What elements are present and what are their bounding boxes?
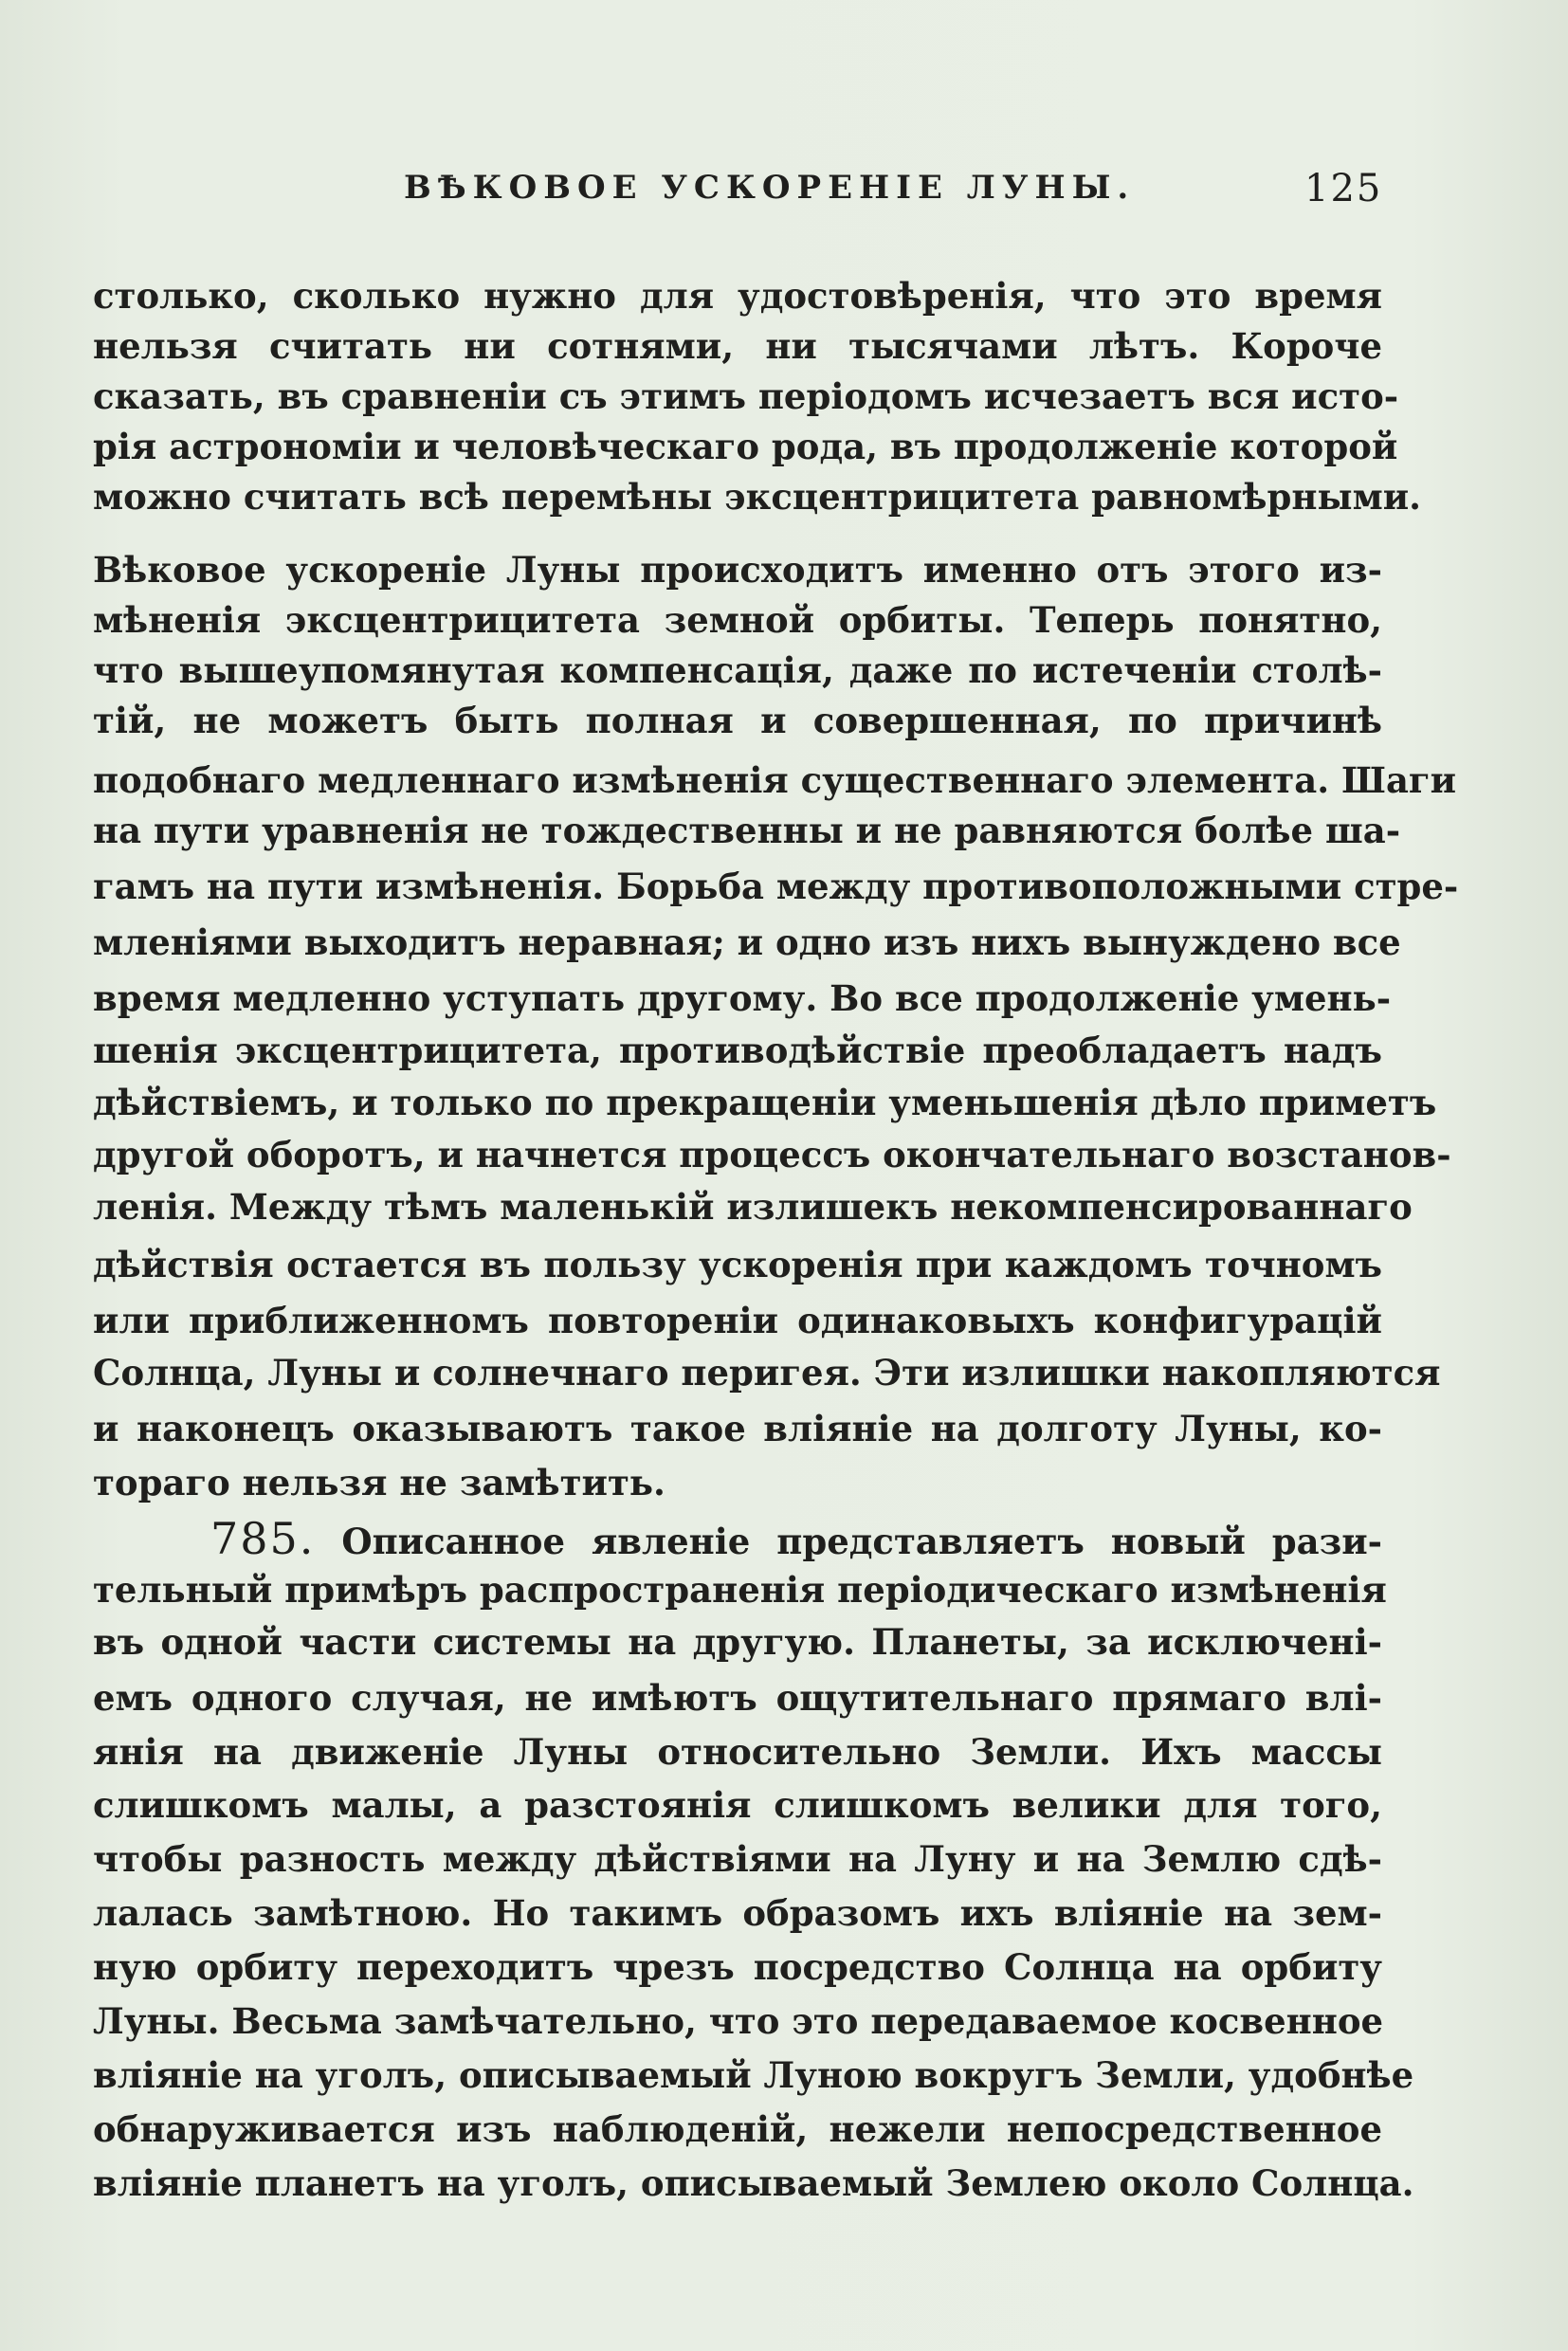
text-line: обнаруживается изъ наблюденій, нежели непосредственное <box>93 2108 1382 2150</box>
text-line: ную орбиту переходитъ чрезъ посредство Солнца на орбиту <box>93 1946 1382 1988</box>
text-line: ленія. Между тѣмъ маленькій излишекъ некомпенсированнаго <box>93 1186 1413 1228</box>
text-line: подобнаго медленнаго измѣненія существеннаго элемента. Шаги <box>93 759 1457 801</box>
text-line: Солнца, Луны и солнечнаго перигея. Эти излишки накопляются <box>93 1352 1441 1394</box>
text-line: гамъ на пути измѣненія. Борьба между противоположными стре- <box>93 866 1459 907</box>
text-line: шенія эксцентрицитета, противодѣйствіе преобладаетъ надъ <box>93 1030 1382 1071</box>
text-line: тій, не можетъ быть полная и совершенная, по причинѣ <box>93 700 1382 741</box>
text-line: Вѣковое ускореніе Луны происходитъ именно отъ этого из- <box>93 549 1382 591</box>
section-first-line-text: Описанное явленіе представляетъ новый рази- <box>341 1521 1382 1562</box>
text-line: или приближенномъ повтореніи одинаковыхъ конфигурацій <box>93 1300 1382 1341</box>
text-line: вліяніе планетъ на уголъ, описываемый Землею около Солнца. <box>93 2162 1414 2204</box>
text-line: нельзя считать ни сотнями, ни тысячами лѣтъ. Короче <box>93 325 1382 367</box>
text-line: сказать, въ сравненіи съ этимъ періодомъ исчезаетъ вся исто- <box>93 375 1399 417</box>
text-line: вліяніе на уголъ, описываемый Луною вокругъ Земли, удобнѣе <box>93 2054 1414 2096</box>
text-line: тельный примѣръ распространенія періодическаго измѣненія <box>93 1569 1387 1611</box>
text-line: мленіями выходитъ неравная; и одно изъ нихъ вынуждено все <box>93 921 1401 963</box>
text-line: дѣйствіемъ, и только по прекращеніи уменьшенія дѣло приметъ <box>93 1082 1437 1123</box>
text-line: дѣйствія остается въ пользу ускоренія при каждомъ точномъ <box>93 1244 1382 1285</box>
text-line: рія астрономіи и человѣческаго рода, въ продолженіе которой <box>93 426 1398 467</box>
text-line: слишкомъ малы, а разстоянія слишкомъ велики для того, <box>93 1784 1382 1826</box>
text-line: столько, сколько нужно для удостовѣренія, что это время <box>93 275 1382 317</box>
text-line: что вышеупомянутая компенсація, даже по истеченіи столѣ- <box>93 649 1382 691</box>
page-number: 125 <box>1304 167 1383 210</box>
text-line: можно считать всѣ перемѣны эксцентрицитета равномѣрными. <box>93 476 1422 518</box>
running-head: ВѢКОВОЕ УСКОРЕНІЕ ЛУНЫ. <box>404 169 1136 207</box>
text-line: тораго нельзя не замѣтить. <box>93 1462 665 1504</box>
text-line: чтобы разность между дѣйствіями на Луну и на Землю сдѣ- <box>93 1838 1382 1880</box>
text-line: мѣненія эксцентрицитета земной орбиты. Теперь понятно, <box>93 599 1382 641</box>
text-line: емъ одного случая, не имѣютъ ощутительнаго прямаго влі- <box>93 1677 1382 1719</box>
text-line: на пути уравненія не тождественны и не равняются болѣе ша- <box>93 810 1401 851</box>
text-line: въ одной части системы на другую. Планеты, за исключені- <box>93 1621 1382 1663</box>
text-line: Луны. Весьма замѣчательно, что это передаваемое косвенное <box>93 2000 1384 2042</box>
text-line: время медленно уступать другому. Во все продолженіе умень- <box>93 977 1392 1019</box>
section-first-line <box>210 1513 1382 1564</box>
section-number: 785. <box>210 1513 316 1564</box>
text-line: лалась замѣтною. Но такимъ образомъ ихъ вліяніе на зем- <box>93 1892 1382 1934</box>
text-line: другой оборотъ, и начнется процессъ окончательнаго возстанов- <box>93 1134 1451 1176</box>
text-line: и наконецъ оказываютъ такое вліяніе на долготу Луны, ко- <box>93 1408 1382 1449</box>
text-line: янія на движеніе Луны относительно Земли. Ихъ массы <box>93 1731 1382 1773</box>
